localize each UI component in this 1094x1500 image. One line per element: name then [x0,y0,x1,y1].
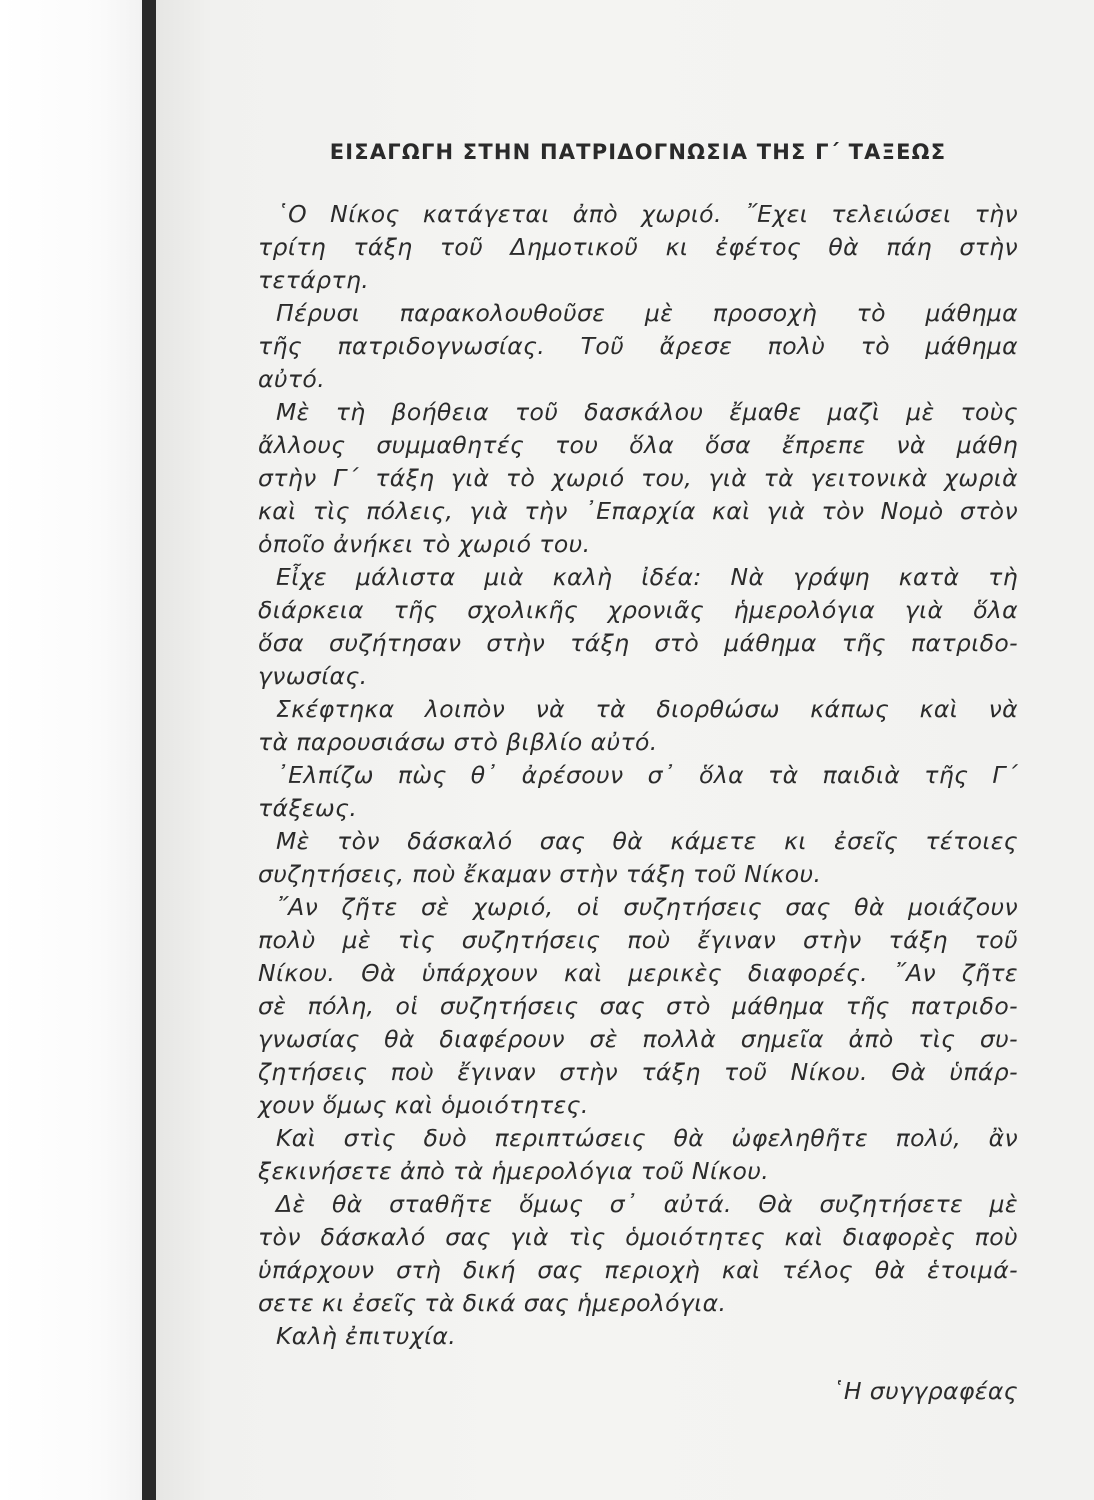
text-line: ἄλλους συμμαθητές του ὅλα ὅσα ἔπρεπε νὰ μάθη [258,431,1018,459]
text-line: ὅσα συζήτησαν στὴν τάξη στὸ μάθημα τῆς πατριδο- [258,629,1018,657]
text-line: αὐτό. [258,365,326,393]
text-line: Σκέφτηκα λοιπὸν νὰ τὰ διορθώσω κάπως καὶ νὰ [276,695,1018,723]
left-margin [0,0,142,1500]
text-line: τετάρτη. [258,266,370,294]
text-line: διάρκεια τῆς σχολικῆς χρονιᾶς ἡμερολόγια γιὰ ὅλα [258,596,1018,624]
paragraph [258,561,1018,693]
text-line: σὲ πόλη, οἱ συζητήσεις σας στὸ μάθημα τῆς πατριδο- [258,992,1018,1020]
text-line: ξεκινήσετε ἀπὸ τὰ ἡμερολόγια τοῦ Νίκου. [258,1157,770,1185]
text-line: ῎Αν ζῆτε σὲ χωριό, οἱ συζητήσεις σας θὰ μοιάζουν [276,893,1018,921]
text-line: Καὶ στὶς δυὸ περιπτώσεις θὰ ὠφεληθῆτε πολύ, ἂν [276,1124,1018,1152]
binding-spine [142,0,156,1500]
text-line: τρίτη τάξη τοῦ Δημοτικοῦ κι ἐφέτος θὰ πάη στὴν [258,233,1018,261]
text-line: ὑπάρχουν στὴ δική σας περιοχὴ καὶ τέλος θὰ ἑτοιμά- [258,1256,1018,1284]
text-line: Δὲ θὰ σταθῆτε ὅμως σ᾿ αὐτά. Θὰ συζητήσετε μὲ [276,1190,1018,1218]
text-line: γνωσίας. [258,662,368,690]
body-text [258,198,1018,1320]
text-line: τὰ παρουσιάσω στὸ βιβλίο αὐτό. [258,728,658,756]
text-line: ῾Ο Νίκος κατάγεται ἀπὸ χωριό. ῎Εχει τελειώσει τὴν [276,200,1018,228]
text-line: καὶ τὶς πόλεις, γιὰ τὴν ᾿Επαρχία καὶ γιὰ τὸν Νομὸ στὸν [258,497,1018,525]
paragraph [258,693,1018,759]
text-line: τὸν δάσκαλό σας γιὰ τὶς ὁμοιότητες καὶ διαφορὲς ποὺ [258,1223,1018,1251]
paragraph [258,1188,1018,1320]
text-line: συζητήσεις, ποὺ ἔκαμαν στὴν τάξη τοῦ Νίκου. [258,860,822,888]
paragraph [258,1122,1018,1188]
paragraph [258,759,1018,825]
paragraph [258,396,1018,561]
text-line: χουν ὅμως καὶ ὁμοιότητες. [258,1091,589,1119]
paragraph [258,297,1018,396]
text-line: πολὺ μὲ τὶς συζητήσεις ποὺ ἔγιναν στὴν τάξη τοῦ [258,926,1018,954]
text-line: σετε κι ἐσεῖς τὰ δικά σας ἡμερολόγια. [258,1289,727,1317]
paragraph [258,825,1018,891]
text-line: τάξεως. [258,794,358,822]
text-line: ὁποῖο ἀνήκει τὸ χωριό του. [258,530,591,558]
closing-line: Καλὴ ἐπιτυχία. [276,1322,457,1350]
author-signature: ῾Η συγγραφέας [831,1377,1018,1405]
text-line: Μὲ τὴ βοήθεια τοῦ δασκάλου ἔμαθε μαζὶ μὲ τοὺς [276,398,1018,426]
page-heading: ΕΙΣΑΓΩΓΗ ΣΤΗΝ ΠΑΤΡΙΔΟΓΝΩΣΙΑ ΤΗΣ Γ΄ ΤΑΞΕΩΣ [329,140,947,164]
text-line: στὴν Γ΄ τάξη γιὰ τὸ χωριό του, γιὰ τὰ γειτονικὰ χωριὰ [258,464,1018,492]
text-line: Εἶχε μάλιστα μιὰ καλὴ ἰδέα: Νὰ γράψη κατὰ τὴ [276,563,1018,591]
text-line: ζητήσεις ποὺ ἔγιναν στὴν τάξη τοῦ Νίκου. Θὰ ὑπάρ- [258,1058,1018,1086]
paragraph [258,198,1018,297]
text-line: Νίκου. Θὰ ὑπάρχουν καὶ μερικὲς διαφορές. ῎Αν ζῆτε [258,959,1018,987]
page-content [258,140,1018,1408]
text-line: τῆς πατριδογνωσίας. Τοῦ ἄρεσε πολὺ τὸ μάθημα [258,332,1018,360]
paragraph [258,891,1018,1122]
text-line: Μὲ τὸν δάσκαλό σας θὰ κάμετε κι ἐσεῖς τέτοιες [276,827,1018,855]
text-line: ᾿Ελπίζω πὼς θ᾿ ἀρέσουν σ᾿ ὅλα τὰ παιδιὰ τῆς Γ΄ [276,761,1018,789]
text-line: γνωσίας θὰ διαφέρουν σὲ πολλὰ σημεῖα ἀπὸ τὶς συ- [258,1025,1018,1053]
text-line: Πέρυσι παρακολουθοῦσε μὲ προσοχὴ τὸ μάθημα [276,299,1018,327]
